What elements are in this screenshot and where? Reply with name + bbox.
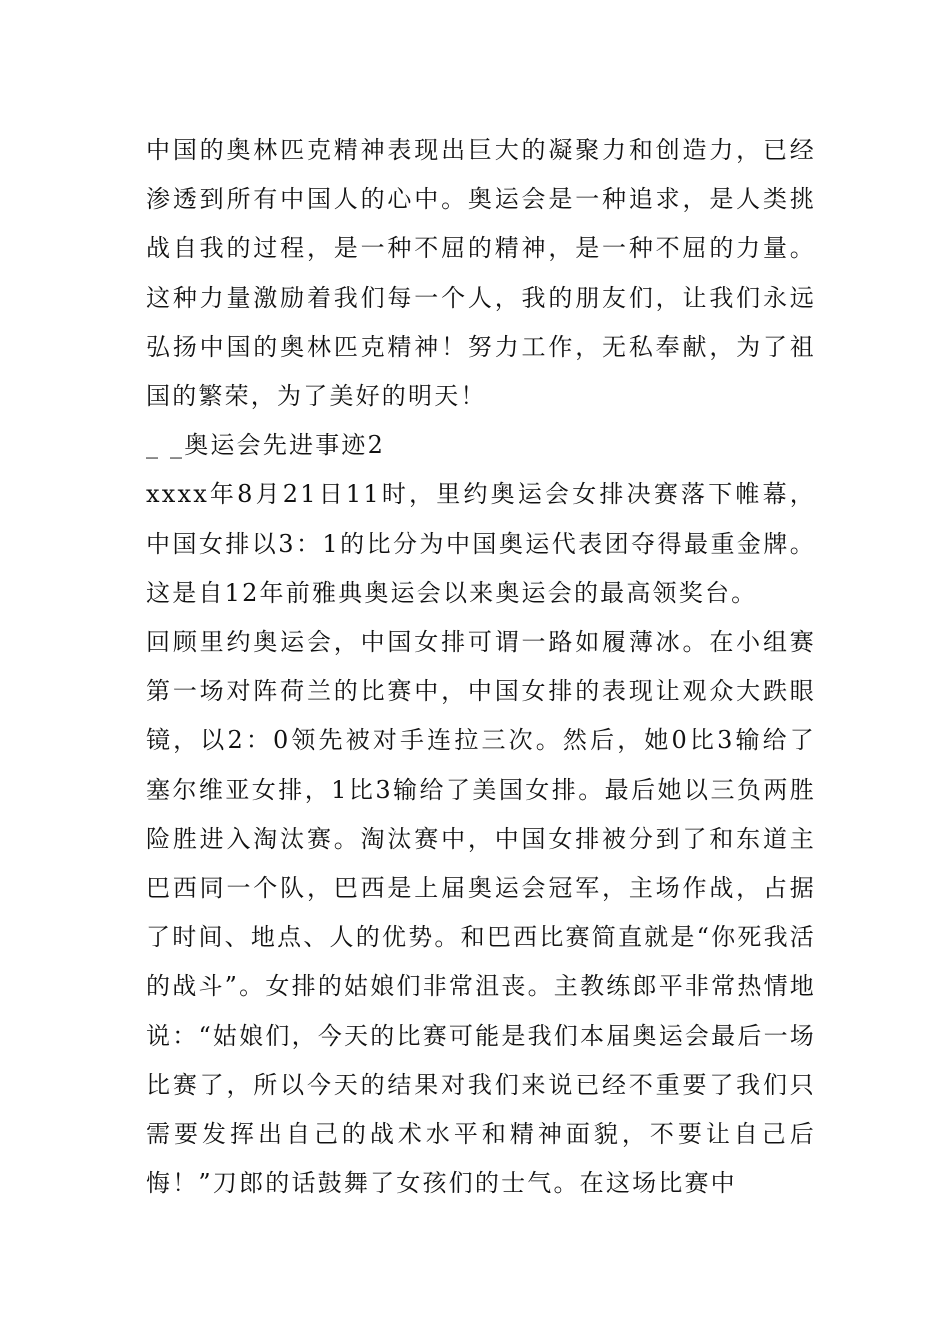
paragraph-rio-review: 回顾里约奥运会，中国女排可谓一路如履薄冰。在小组赛第一场对阵荷兰的比赛中，中国女排的表现让观众大跌眼镜，以2：0领先被对手连拉三次。然后，她0比3输给了塞尔维亚女排，1比3输给了美国女排。最后她以三负两胜险胜进入淘汰赛。淘汰赛中，中国女排被分到了和东道主巴西同一个队，巴西是上届奥运会冠军，主场作战，占据了时间、地点、人的优势。和巴西比赛简直就是“你死我活的战斗”。女排的姑娘们非常沮丧。主教练郎平非常热情地说：“姑娘们，今天的比赛可能是我们本届奥运会最后一场比赛了，所以今天的结果对我们来说已经不重要了我们只需要发挥出自己的战术水平和精神面貌，不要让自己后悔！”刀郎的话鼓舞了女孩们的士气。在这场比赛中 — [146, 628, 816, 1198]
section-heading: _ _奥运会先进事迹2 — [146, 431, 386, 460]
paragraph-volleyball-final: xxxx年8月21日11时，里约奥运会女排决赛落下帷幕，中国女排以3：1的比分为中国奥运代表团夺得最重金牌。这是自12年前雅典奥运会以来奥运会的最高领奖台。 — [146, 480, 816, 607]
document-body — [146, 126, 816, 1208]
paragraph-olympic-spirit: 中国的奥林匹克精神表现出巨大的凝聚力和创造力，已经渗透到所有中国人的心中。奥运会是一种追求，是人类挑战自我的过程，是一种不屈的精神，是一种不屈的力量。这种力量激励着我们每一个人，我的朋友们，让我们永远弘扬中国的奥林匹克精神！努力工作，无私奉献，为了祖国的繁荣，为了美好的明天！ — [146, 136, 816, 411]
